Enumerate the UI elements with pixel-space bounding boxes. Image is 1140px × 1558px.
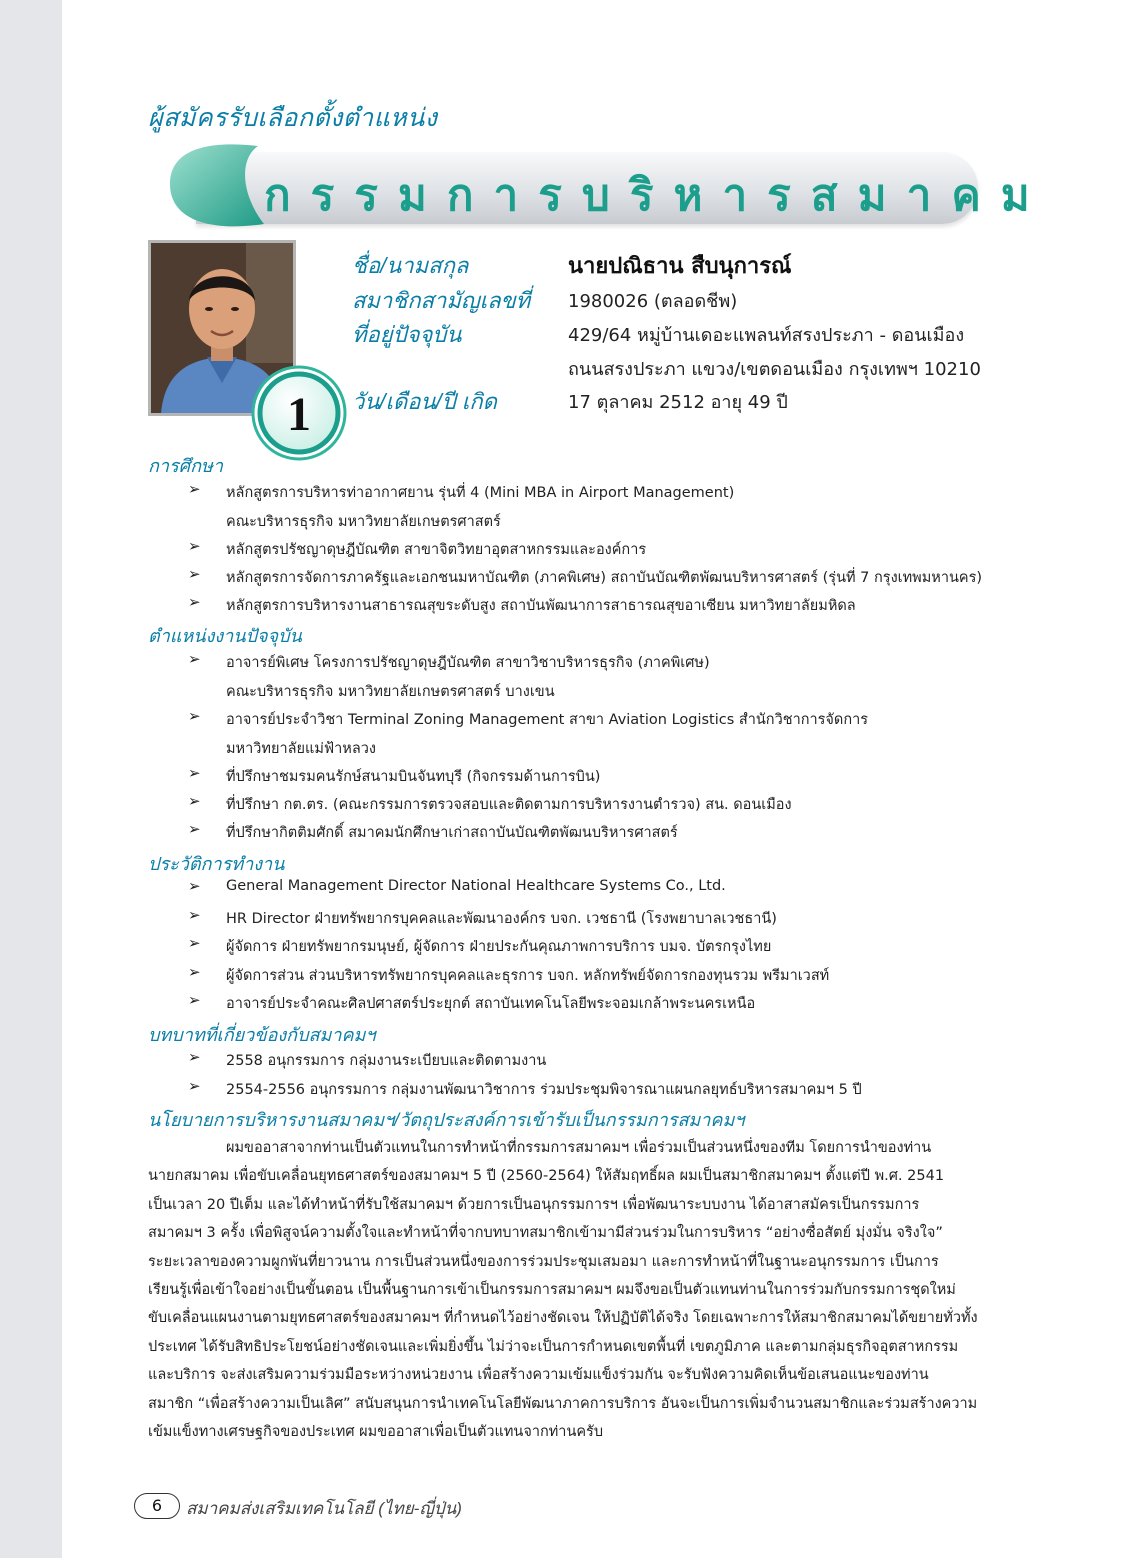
bullet-icon: ➢ (188, 906, 201, 924)
label-member-no: สมาชิกสามัญเลขที่ (352, 288, 531, 313)
paragraph-line: เข้มแข็งทางเศรษฐกิจของประเทศ ผมขออาสาเพื่อเป็นตัวแทนจากท่านครับ (148, 1423, 604, 1440)
candidate-number: 1 (287, 388, 311, 441)
paragraph-line: ผมขออาสาจากท่านเป็นตัวแทนในการทำหน้าที่กรรมการสมาคมฯ เพื่อร่วมเป็นส่วนหนึ่งของทีม โดยการนำของท่าน (226, 1140, 932, 1156)
section-heading-education: การศึกษา (148, 456, 223, 476)
bullet-icon: ➢ (188, 934, 201, 952)
list-item-continued: คณะบริหารธุรกิจ มหาวิทยาลัยเกษตรศาสตร์ (226, 514, 501, 530)
label-address: ที่อยู่ปัจจุบัน (352, 322, 462, 347)
value-birthdate: 17 ตุลาคม 2512 อายุ 49 ปี (568, 392, 788, 413)
paragraph-line: สมาชิก “เพื่อสร้างความเป็นเลิศ” สนับสนุนการนำเทคโนโลยีพัฒนาภาคการบริการ อันจะเป็นการเพิ่มจำนวนสมาชิกและร่วมสร้างความ (148, 1395, 978, 1412)
page-subtitle: ผู้สมัครรับเลือกตั้งตำแหน่ง (148, 104, 438, 132)
bullet-icon: ➢ (188, 963, 201, 981)
list-item: ที่ปรึกษาชมรมคนรักษ์สนามบินจันทบุรี (กิจกรรมด้านการบิน) (226, 769, 601, 785)
bullet-icon: ➢ (188, 650, 201, 668)
banner-title: กรรมการบริหารสมาคม (264, 171, 1050, 220)
section-heading-work-history: ประวัติการทำงาน (148, 854, 285, 874)
section-heading-association-roles: บทบาทที่เกี่ยวข้องกับสมาคมฯ (148, 1025, 376, 1045)
bullet-icon: ➢ (188, 792, 201, 810)
leaf-ornament-icon (160, 136, 272, 232)
label-birthdate: วัน/เดือน/ปี เกิด (352, 389, 497, 414)
list-item: หลักสูตรการบริหารท่าอากาศยาน รุ่นที่ 4 (Mini MBA in Airport Management) (226, 485, 735, 501)
section-heading-current-position: ตำแหน่งงานปัจจุบัน (148, 626, 302, 646)
list-item: ที่ปรึกษา กต.ตร. (คณะกรรมการตรวจสอบและติดตามการบริหารงานตำรวจ) สน. ดอนเมือง (226, 797, 792, 813)
list-item-continued: มหาวิทยาลัยแม่ฟ้าหลวง (226, 741, 376, 757)
bullet-icon: ➢ (188, 480, 201, 498)
paragraph-line: ขับเคลื่อนแผนงานตามยุทธศาสตร์ของสมาคมฯ ที่กำหนดไว้อย่างชัดเจน ให้ปฏิบัติได้จริง โดยเฉพาะการให้สมาชิกสมาคมได้ขยายทั่วทั้ง (148, 1310, 978, 1327)
bullet-icon: ➢ (188, 991, 201, 1009)
list-item: ผู้จัดการส่วน ส่วนบริหารทรัพยากรบุคคลและธุรการ บจก. หลักทรัพย์จัดการกองทุนรวม พรีมาเวสท์ (226, 968, 830, 984)
list-item: อาจารย์ประจำคณะศิลปศาสตร์ประยุกต์ สถาบันเทคโนโลยีพระจอมเกล้าพระนครเหนือ (226, 996, 756, 1012)
page-number: 6 (134, 1493, 180, 1519)
left-margin-bar (0, 0, 62, 1558)
list-item: 2558 อนุกรรมการ กลุ่มงานระเบียบและติดตามงาน (226, 1053, 547, 1069)
list-item: HR Director ฝ่ายทรัพยากรบุคคลและพัฒนาองค์กร บจก. เวชธานี (โรงพยาบาลเวชธานี) (226, 911, 777, 927)
section-heading-policy: นโยบายการบริหารงานสมาคมฯ/วัตถุประสงค์การเข้ารับเป็นกรรมการสมาคมฯ (148, 1110, 745, 1130)
list-item: หลักสูตรการจัดการภาครัฐและเอกชนมหาบัณฑิต (ภาคพิเศษ) สถาบันบัณฑิตพัฒนบริหารศาสตร์ (รุ่นที่ 7 กรุงเทพมหานคร) (226, 570, 983, 586)
bullet-icon: ➢ (188, 820, 201, 838)
bullet-icon: ➢ (188, 565, 201, 583)
bullet-icon: ➢ (188, 764, 201, 782)
value-address-line2: ถนนสรงประภา แขวง/เขตดอนเมือง กรุงเทพฯ 10210 (568, 359, 981, 380)
paragraph-line: เรียนรู้เพื่อเข้าใจอย่างเป็นขั้นตอน เป็นพื้นฐานการเข้าเป็นกรรมการสมาคมฯ ผมจึงขอเป็นตัวแทนท่านในการร่วมกับกรรมการชุดใหม่ (148, 1281, 956, 1298)
paragraph-line: เป็นเวลา 20 ปีเต็ม และได้ทำหน้าที่รับใช้สมาคมฯ ด้วยการเป็นอนุกรรมการฯ เพื่อพัฒนาระบบงาน ได้อาสาสมัครเป็นกรรมการ (148, 1196, 920, 1213)
value-member-no: 1980026 (ตลอดชีพ) (568, 291, 738, 312)
list-item: หลักสูตรการบริหารงานสาธารณสุขระดับสูง สถาบันพัฒนาการสาธารณสุขอาเซียน มหาวิทยาลัยมหิดล (226, 598, 856, 614)
bullet-icon: ➢ (188, 707, 201, 725)
list-item-continued: คณะบริหารธุรกิจ มหาวิทยาลัยเกษตรศาสตร์ บางเขน (226, 684, 555, 700)
paragraph-line: ระยะเวลาของความผูกพันที่ยาวนาน การเป็นส่วนหนึ่งของการร่วมประชุมเสมอมา และการทำหน้าที่ในฐานะอนุกรรมการ เป็นการ (148, 1253, 939, 1270)
paragraph-line: สมาคมฯ 3 ครั้ง เพื่อพิสูจน์ความตั้งใจและทำหน้าที่จากบทบาทสมาชิกเข้ามามีส่วนร่วมในการบริหาร “อย่างซื่อสัตย์ มุ่งมั่น จริงใจ” (148, 1225, 943, 1242)
publication-name: สมาคมส่งเสริมเทคโนโลยี (ไทย-ญี่ปุ่น) (186, 1499, 462, 1518)
paragraph-line: ประเทศ ได้รับสิทธิประโยชน์อย่างชัดเจนและเพิ่มยิ่งขึ้น ไม่ว่าจะเป็นการกำหนดเขตพื้นที่ เขตภูมิภาค และตามกลุ่มธุรกิจอุตสาหกรรม (148, 1338, 959, 1355)
value-address-line1: 429/64 หมู่บ้านเดอะแพลนท์สรงประภา - ดอนเมือง (568, 325, 965, 346)
bullet-icon: ➢ (188, 1077, 201, 1095)
bullet-icon: ➢ (188, 593, 201, 611)
list-item: หลักสูตรปรัชญาดุษฎีบัณฑิต สาขาจิตวิทยาอุตสาหกรรมและองค์การ (226, 542, 647, 558)
list-item: 2554-2556 อนุกรรมการ กลุ่มงานพัฒนาวิชาการ ร่วมประชุมพิจารณาแผนกลยุทธ์บริหารสมาคมฯ 5 ปี (226, 1082, 862, 1098)
bullet-icon: ➢ (188, 1048, 201, 1066)
list-item: อาจารย์พิเศษ โครงการปรัชญาดุษฎีบัณฑิต สาขาวิชาบริหารธุรกิจ (ภาคพิเศษ) (226, 655, 710, 671)
list-item: General Management Director National Healthcare Systems Co., Ltd. (226, 878, 726, 894)
candidate-number-badge (250, 364, 348, 462)
paragraph-line: และบริการ จะส่งเสริมความร่วมมือระหว่างหน่วยงาน เพื่อสร้างความเข้มแข็งร่วมกัน จะรับฟังความคิดเห็นข้อเสนอแนะของท่าน (148, 1367, 929, 1384)
bullet-icon: ➢ (188, 877, 201, 895)
list-item: อาจารย์ประจำวิชา Terminal Zoning Management สาขา Aviation Logistics สำนักวิชาการจัดการ (226, 712, 869, 728)
label-name: ชื่อ/นามสกุล (352, 253, 469, 278)
value-name: นายปณิธาน สืบนุการณ์ (568, 254, 792, 279)
list-item: ที่ปรึกษากิตติมศักดิ์ สมาคมนักศึกษาเก่าสถาบันบัณฑิตพัฒนบริหารศาสตร์ (226, 825, 678, 841)
bullet-icon: ➢ (188, 537, 201, 555)
list-item: ผู้จัดการ ฝ่ายทรัพยากรมนุษย์, ผู้จัดการ ฝ่ายประกันคุณภาพการบริการ บมจ. บัตรกรุงไทย (226, 939, 772, 955)
policy-paragraph (148, 1134, 994, 1446)
paragraph-line: นายกสมาคม เพื่อขับเคลื่อนยุทธศาสตร์ของสมาคมฯ 5 ปี (2560-2564) ให้สัมฤทธิ์ผล ผมเป็นสมาชิกสมาคมฯ ตั้งแต่ปี พ.ศ. 2541 (148, 1168, 945, 1185)
